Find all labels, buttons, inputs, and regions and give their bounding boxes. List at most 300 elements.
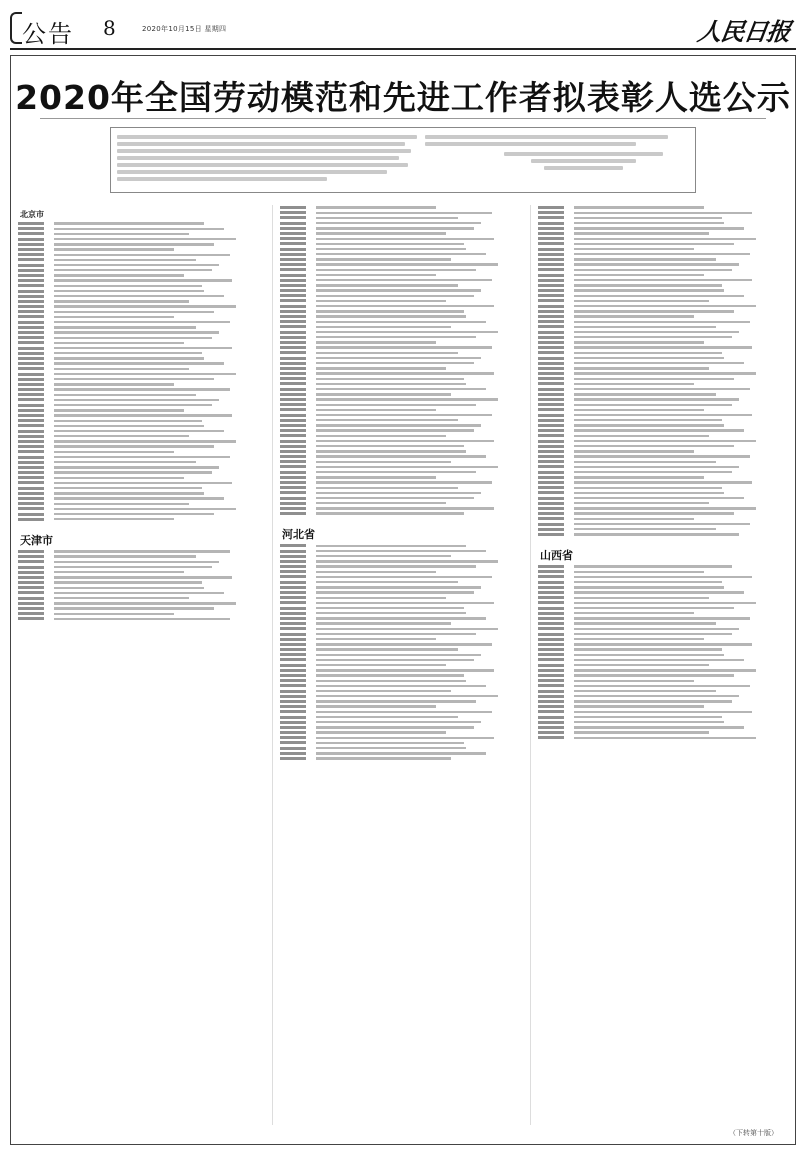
- nominee-affiliation: [316, 383, 466, 385]
- nominee-name: [18, 404, 44, 407]
- nominee-affiliation: [54, 394, 196, 396]
- nominee-name: [280, 502, 306, 505]
- nominee-affiliation: [574, 638, 704, 640]
- nominee-name: [538, 679, 564, 682]
- nominee-affiliation: [316, 674, 464, 676]
- nominee-name: [538, 434, 564, 437]
- nominee-affiliation: [316, 388, 486, 390]
- nominee-name: [538, 419, 564, 422]
- nominee-affiliation: [54, 269, 212, 271]
- nominee-affiliation: [316, 757, 451, 759]
- nominee-name: [18, 388, 44, 391]
- nominee-name: [280, 653, 306, 656]
- nominee-affiliation: [574, 310, 734, 312]
- nominee-affiliation: [316, 321, 486, 323]
- nominee-name: [538, 346, 564, 349]
- nominee-name: [538, 664, 564, 667]
- nominee-name: [18, 295, 44, 298]
- nominee-affiliation: [54, 430, 224, 432]
- nominee-affiliation: [316, 263, 498, 265]
- nominee-name: [280, 325, 306, 328]
- nominee-affiliation: [574, 326, 716, 328]
- nominee-affiliation: [316, 305, 494, 307]
- nominee-name: [280, 612, 306, 615]
- nominee-affiliation: [316, 357, 481, 359]
- nominee-name: [538, 445, 564, 448]
- nominee-name: [18, 398, 44, 401]
- nominee-affiliation: [574, 602, 756, 604]
- nominee-affiliation: [316, 581, 458, 583]
- section-title: 公告: [22, 20, 74, 48]
- nominee-affiliation: [574, 455, 750, 457]
- nominee-affiliation: [54, 290, 204, 292]
- nominee-name: [538, 227, 564, 230]
- nominee-affiliation: [54, 566, 212, 568]
- nominee-affiliation: [574, 528, 716, 530]
- nominee-name: [280, 481, 306, 484]
- nominee-name: [538, 289, 564, 292]
- nominee-affiliation: [574, 232, 709, 234]
- nominee-name: [18, 419, 44, 422]
- nominee-name: [18, 487, 44, 490]
- nominee-name: [538, 705, 564, 708]
- nominee-affiliation: [574, 357, 724, 359]
- nominee-affiliation: [316, 269, 476, 271]
- nominee-affiliation: [316, 721, 481, 723]
- nominee-name: [18, 597, 44, 600]
- nominee-affiliation: [316, 512, 464, 514]
- nominee-affiliation: [316, 445, 464, 447]
- nominee-name: [280, 486, 306, 489]
- nominee-affiliation: [316, 217, 458, 219]
- nominee-affiliation: [316, 238, 494, 240]
- nominee-affiliation: [574, 690, 716, 692]
- nominee-affiliation: [54, 279, 232, 281]
- nominee-affiliation: [316, 607, 464, 609]
- nominee-name: [280, 434, 306, 437]
- nominee-name: [538, 591, 564, 594]
- nominee-name: [18, 284, 44, 287]
- nominee-affiliation: [316, 227, 474, 229]
- nominee-affiliation: [54, 482, 232, 484]
- nominee-affiliation: [316, 597, 446, 599]
- nominee-affiliation: [54, 587, 204, 589]
- nominee-affiliation: [574, 238, 756, 240]
- nominee-affiliation: [54, 331, 219, 333]
- nominee-name: [538, 237, 564, 240]
- nominee-name: [280, 242, 306, 245]
- nominee-affiliation: [54, 508, 236, 510]
- nominee-affiliation: [316, 622, 451, 624]
- nominee-affiliation: [54, 264, 219, 266]
- nominee-affiliation: [574, 217, 722, 219]
- nominee-affiliation: [574, 404, 732, 406]
- nominee-affiliation: [54, 238, 236, 240]
- nominee-name: [18, 331, 44, 334]
- nominee-name: [18, 435, 44, 438]
- nominee-affiliation: [54, 555, 196, 557]
- nominee-affiliation: [54, 228, 224, 230]
- nominee-affiliation: [574, 284, 722, 286]
- nominee-affiliation: [574, 435, 709, 437]
- nominee-affiliation: [574, 315, 694, 317]
- nominee-name: [18, 279, 44, 282]
- nominee-name: [280, 581, 306, 584]
- nominee-affiliation: [574, 502, 709, 504]
- nominee-name: [538, 414, 564, 417]
- nominee-name: [538, 429, 564, 432]
- nominee-name: [280, 684, 306, 687]
- nominee-affiliation: [574, 597, 709, 599]
- nominee-name: [18, 466, 44, 469]
- nominee-name: [538, 570, 564, 573]
- nominee-name: [538, 279, 564, 282]
- nominee-affiliation: [574, 476, 704, 478]
- nominee-affiliation: [316, 414, 492, 416]
- nominee-name: [280, 643, 306, 646]
- nominee-affiliation: [316, 346, 492, 348]
- notice-contact-text: [425, 132, 689, 173]
- nominee-name: [280, 695, 306, 698]
- nominee-affiliation: [54, 414, 232, 416]
- nominee-name: [18, 305, 44, 308]
- nominee-affiliation: [54, 592, 224, 594]
- nominee-affiliation: [574, 669, 756, 671]
- column-middle: [280, 205, 528, 761]
- nominee-affiliation: [574, 253, 750, 255]
- nominee-affiliation: [574, 481, 752, 483]
- nominee-affiliation: [574, 731, 709, 733]
- nominee-name: [538, 211, 564, 214]
- nominee-name: [280, 491, 306, 494]
- nominee-name: [538, 216, 564, 219]
- nominee-name: [280, 705, 306, 708]
- nominee-affiliation: [574, 341, 704, 343]
- nominee-affiliation: [316, 737, 494, 739]
- nominee-affiliation: [54, 571, 184, 573]
- nominee-affiliation: [54, 326, 196, 328]
- nominee-name: [280, 320, 306, 323]
- nominee-affiliation: [316, 550, 486, 552]
- nominee-affiliation: [574, 445, 734, 447]
- nominee-affiliation: [574, 393, 716, 395]
- nominee-name: [538, 305, 564, 308]
- nominee-affiliation: [316, 372, 494, 374]
- nominee-affiliation: [574, 591, 744, 593]
- nominee-affiliation: [574, 206, 704, 208]
- nominee-name: [280, 627, 306, 630]
- nominee-affiliation: [316, 555, 451, 557]
- nominee-affiliation: [574, 643, 752, 645]
- nominee-affiliation: [574, 352, 722, 354]
- nominee-affiliation: [574, 398, 739, 400]
- nominee-name: [538, 497, 564, 500]
- nominee-affiliation: [574, 346, 752, 348]
- nominee-name: [18, 409, 44, 412]
- nominee-affiliation: [574, 622, 716, 624]
- nominee-affiliation: [574, 607, 734, 609]
- nominee-affiliation: [54, 576, 232, 578]
- nominee-affiliation: [574, 258, 716, 260]
- column-right: [538, 205, 786, 740]
- nominee-name: [538, 721, 564, 724]
- nominee-name: [280, 617, 306, 620]
- nominee-name: [538, 320, 564, 323]
- nominee-name: [280, 372, 306, 375]
- nominee-affiliation: [54, 613, 174, 615]
- nominee-affiliation: [316, 497, 474, 499]
- nominee-affiliation: [316, 654, 481, 656]
- nominee-affiliation: [316, 742, 464, 744]
- nominee-name: [18, 591, 44, 594]
- nominee-affiliation: [316, 310, 464, 312]
- nominee-name: [280, 664, 306, 667]
- nominee-name: [538, 674, 564, 677]
- nominee-affiliation: [54, 285, 202, 287]
- nominee-name: [538, 388, 564, 391]
- nominee-name: [280, 622, 306, 625]
- nominee-affiliation: [574, 664, 709, 666]
- nominee-name: [18, 507, 44, 510]
- nominee-affiliation: [316, 633, 476, 635]
- nominee-affiliation: [316, 576, 492, 578]
- notice-body-text: [117, 132, 417, 184]
- nominee-name: [280, 471, 306, 474]
- nominee-name: [280, 507, 306, 510]
- nominee-affiliation: [316, 424, 481, 426]
- nominee-name: [538, 517, 564, 520]
- nominee-name: [538, 533, 564, 536]
- nominee-name: [18, 274, 44, 277]
- nominee-name: [280, 216, 306, 219]
- nominee-name: [18, 362, 44, 365]
- nominee-name: [538, 726, 564, 729]
- nominee-affiliation: [54, 248, 174, 250]
- nominee-name: [538, 491, 564, 494]
- nominee-name: [280, 544, 306, 547]
- nominee-name: [538, 336, 564, 339]
- nominee-name: [18, 576, 44, 579]
- nominee-affiliation: [316, 419, 458, 421]
- nominee-affiliation: [54, 243, 214, 245]
- nominee-name: [538, 581, 564, 584]
- nominee-name: [18, 290, 44, 293]
- nominee-name: [538, 263, 564, 266]
- nominee-name: [538, 248, 564, 251]
- nominee-name: [538, 372, 564, 375]
- nominee-name: [538, 633, 564, 636]
- nominee-name: [280, 305, 306, 308]
- nominee-affiliation: [316, 716, 458, 718]
- nominee-affiliation: [574, 471, 732, 473]
- nominee-affiliation: [54, 321, 230, 323]
- nominee-name: [18, 471, 44, 474]
- nominee-affiliation: [54, 503, 189, 505]
- nominee-affiliation: [574, 440, 756, 442]
- nominee-affiliation: [316, 341, 436, 343]
- nominee-name: [18, 393, 44, 396]
- nominee-affiliation: [574, 659, 744, 661]
- nominee-affiliation: [574, 571, 704, 573]
- nominee-affiliation: [574, 721, 724, 723]
- nominee-affiliation: [54, 352, 202, 354]
- nominee-affiliation: [54, 477, 184, 479]
- nominee-name: [280, 206, 306, 209]
- nominee-affiliation: [54, 561, 219, 563]
- nominee-affiliation: [316, 705, 436, 707]
- nominee-name: [538, 622, 564, 625]
- nominee-name: [538, 528, 564, 531]
- nominee-name: [18, 341, 44, 344]
- page-number: 8: [103, 16, 116, 40]
- nominee-affiliation: [316, 586, 481, 588]
- nominee-name: [538, 325, 564, 328]
- nominee-affiliation: [54, 347, 232, 349]
- nominee-entry: [18, 517, 266, 522]
- nominee-name: [18, 602, 44, 605]
- nominee-name: [538, 403, 564, 406]
- nominee-name: [280, 445, 306, 448]
- nominee-affiliation: [316, 481, 492, 483]
- nominee-affiliation: [574, 388, 750, 390]
- nominee-affiliation: [316, 492, 481, 494]
- nominee-name: [538, 310, 564, 313]
- nominee-affiliation: [316, 409, 436, 411]
- nominee-affiliation: [54, 399, 219, 401]
- nominee-affiliation: [316, 669, 494, 671]
- nominee-name: [280, 362, 306, 365]
- nominee-affiliation: [316, 243, 464, 245]
- nominee-affiliation: [316, 680, 466, 682]
- nominee-affiliation: [316, 638, 436, 640]
- nominee-name: [18, 238, 44, 241]
- nominee-name: [280, 310, 306, 313]
- nominee-name: [280, 450, 306, 453]
- nominee-affiliation: [574, 533, 739, 535]
- nominee-name: [280, 253, 306, 256]
- nominee-affiliation: [54, 435, 189, 437]
- nominee-name: [280, 565, 306, 568]
- nominee-affiliation: [316, 466, 498, 468]
- nominee-name: [280, 570, 306, 573]
- nominee-name: [18, 445, 44, 448]
- nominee-affiliation: [574, 612, 694, 614]
- nominee-name: [280, 268, 306, 271]
- nominee-affiliation: [574, 295, 744, 297]
- nominee-name: [280, 648, 306, 651]
- nominee-name: [18, 566, 44, 569]
- nominee-name: [538, 440, 564, 443]
- nominee-affiliation: [316, 295, 474, 297]
- nominee-name: [280, 550, 306, 553]
- nominee-name: [280, 289, 306, 292]
- nominee-affiliation: [316, 565, 476, 567]
- nominee-name: [280, 346, 306, 349]
- nominee-affiliation: [54, 362, 224, 364]
- nominee-name: [280, 222, 306, 225]
- nominee-name: [538, 523, 564, 526]
- nominee-name: [280, 414, 306, 417]
- nominee-name: [538, 362, 564, 365]
- nominee-name: [280, 633, 306, 636]
- nominee-name: [18, 336, 44, 339]
- nominee-affiliation: [574, 705, 704, 707]
- nominee-name: [538, 315, 564, 318]
- nominee-name: [18, 502, 44, 505]
- nominee-name: [18, 347, 44, 350]
- nominee-name: [280, 237, 306, 240]
- nominee-name: [280, 560, 306, 563]
- nominee-affiliation: [316, 643, 492, 645]
- nominee-name: [280, 586, 306, 589]
- nominee-affiliation: [316, 289, 481, 291]
- nominee-affiliation: [54, 233, 189, 235]
- nominee-affiliation: [574, 523, 750, 525]
- nominee-affiliation: [574, 716, 722, 718]
- region-heading: 天津市: [20, 533, 53, 547]
- nominee-affiliation: [574, 222, 724, 224]
- nominee-affiliation: [54, 618, 230, 620]
- nominee-affiliation: [316, 747, 466, 749]
- nominee-name: [18, 450, 44, 453]
- nominee-affiliation: [54, 404, 212, 406]
- nominee-affiliation: [574, 654, 724, 656]
- nominee-name: [280, 716, 306, 719]
- nominee-affiliation: [574, 737, 756, 739]
- nominee-affiliation: [316, 487, 458, 489]
- nominee-name: [280, 497, 306, 500]
- nominee-affiliation: [54, 254, 230, 256]
- nominee-affiliation: [54, 274, 184, 276]
- nominee-affiliation: [54, 445, 214, 447]
- nominee-name: [538, 398, 564, 401]
- nominee-affiliation: [316, 690, 451, 692]
- nominee-name: [18, 497, 44, 500]
- nominee-affiliation: [316, 726, 474, 728]
- nominee-name: [280, 377, 306, 380]
- nominee-affiliation: [574, 414, 752, 416]
- nominee-affiliation: [54, 357, 204, 359]
- nominee-affiliation: [54, 518, 174, 520]
- region-heading: 山西省: [540, 549, 573, 562]
- nominee-affiliation: [316, 212, 492, 214]
- nominee-name: [280, 601, 306, 604]
- nominee-affiliation: [316, 279, 492, 281]
- nominee-name: [18, 414, 44, 417]
- nominee-name: [538, 481, 564, 484]
- nominee-name: [538, 700, 564, 703]
- nominee-name: [280, 393, 306, 396]
- nominee-name: [280, 741, 306, 744]
- nominee-name: [18, 461, 44, 464]
- nominee-name: [18, 560, 44, 563]
- nominee-name: [18, 378, 44, 381]
- nominee-name: [280, 752, 306, 755]
- nominee-affiliation: [316, 571, 436, 573]
- nominee-name: [18, 513, 44, 516]
- nominee-name: [280, 227, 306, 230]
- nominee-affiliation: [316, 248, 466, 250]
- nominee-name: [18, 258, 44, 261]
- nominee-name: [18, 264, 44, 267]
- nominee-name: [280, 757, 306, 760]
- nominee-affiliation: [54, 425, 204, 427]
- masthead: [10, 12, 796, 50]
- nominee-name: [280, 232, 306, 235]
- nominee-name: [538, 486, 564, 489]
- nominee-name: [18, 326, 44, 329]
- nominee-affiliation: [574, 680, 694, 682]
